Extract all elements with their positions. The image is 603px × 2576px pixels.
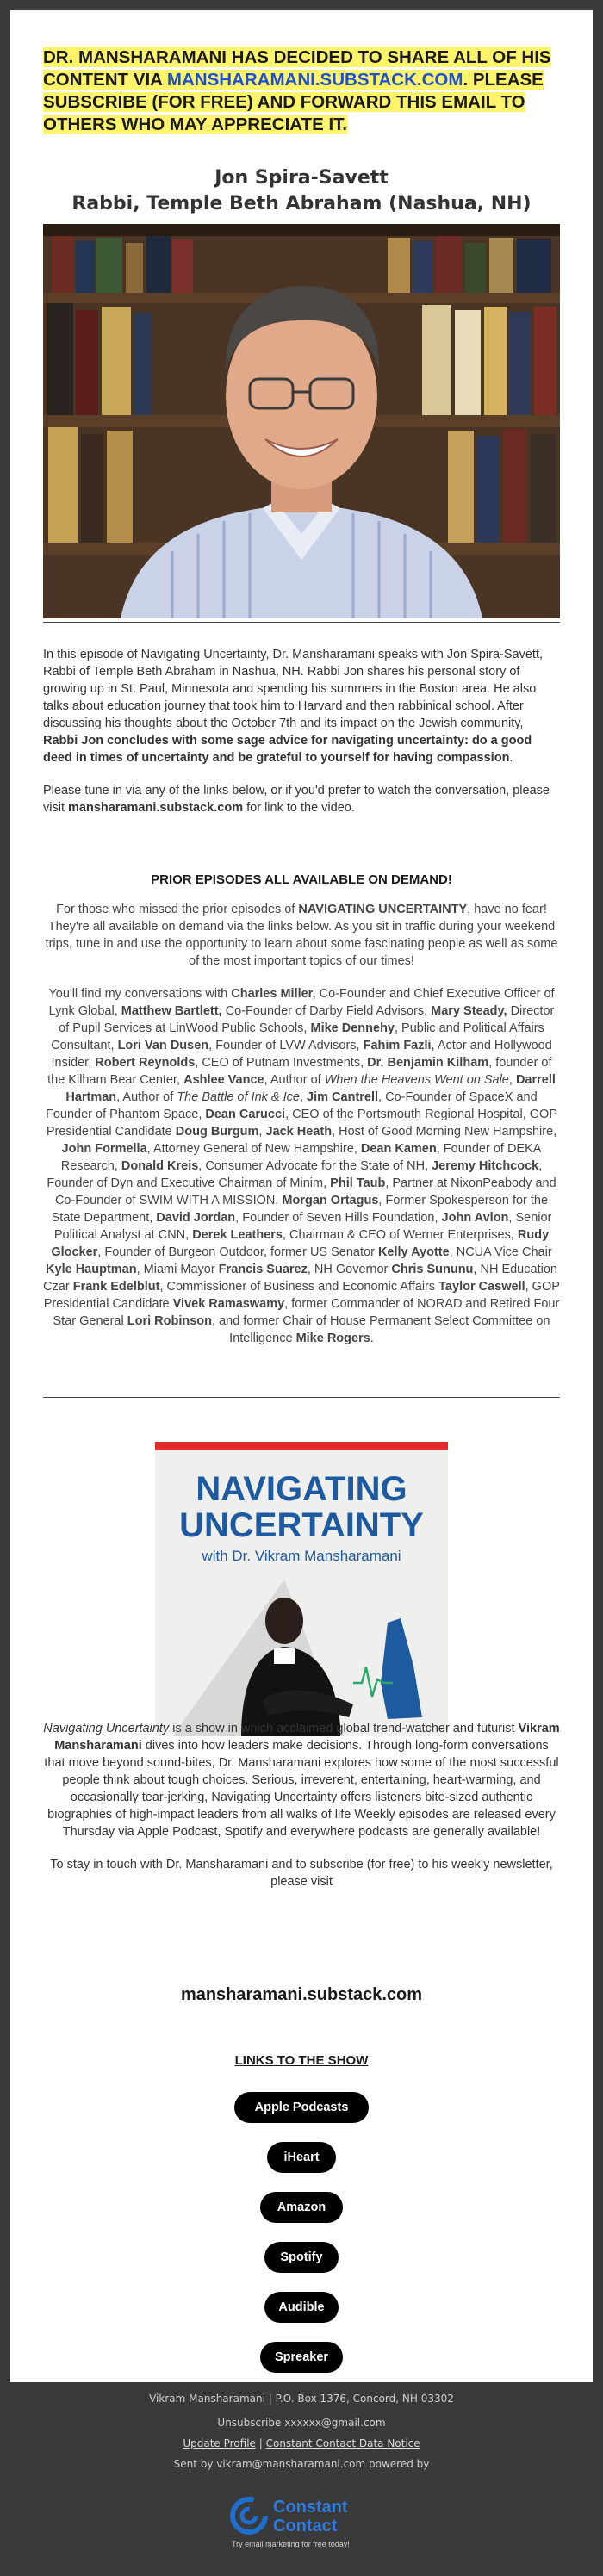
cover-title-line-1: NAVIGATING [196, 1470, 407, 1508]
guest-role-text: , CEO of the Portsmouth Regional Hospital, GOP Presidential Candidate [46, 1108, 557, 1139]
guest-name-bold: Chris Sununu [391, 1263, 474, 1276]
guest-name-bold: Mary Steady, [431, 1004, 507, 1018]
data-notice-link[interactable]: Constant Contact Data Notice [265, 2437, 420, 2449]
guest-name-bold: Lori Robinson [127, 1314, 213, 1328]
substack-inline-link[interactable]: mansharamani.substack.com [68, 801, 244, 815]
guest-name-bold: Doug Burgum [175, 1125, 259, 1139]
guest-name-bold: Mike Dennehy [310, 1021, 395, 1035]
guest-role-text: , Author of [116, 1090, 177, 1104]
subscribe-paragraph: To stay in touch with Dr. Mansharamani and to subscribe (for free) to his weekly newsletter, please visit [50, 1858, 553, 1889]
footer-address: Vikram Mansharamani | P.O. Box 1376, Concord, NH 03302 [149, 2393, 454, 2405]
guest-name-bold: Francis Suarez [218, 1263, 308, 1276]
guest-role-text: , Founder of DEKA Research, [60, 1142, 542, 1173]
banner-text-start: DR. MANSHARAMANI HAS DECIDED TO SHARE ALL OF HIS CONTENT VIA [43, 47, 551, 90]
guest-title: Rabbi, Temple Beth Abraham (Nashua, NH) [71, 193, 532, 214]
cc-tagline: Try email marketing for free today! [232, 2540, 350, 2548]
email-card [10, 10, 593, 2382]
guest-list-intro: You'll find my conversations with [48, 987, 232, 1001]
guest-role-text: , Founder of Seven Hills Foundation, [235, 1211, 442, 1225]
guest-role-text: , [258, 1125, 266, 1139]
guest-role-text: , Former Spokesperson for the State Department, [51, 1194, 549, 1225]
book-title: The Battle of Ink & Ice [177, 1090, 300, 1104]
guest-header [43, 165, 560, 217]
guest-name-bold: Phil Taub [330, 1176, 386, 1190]
cover-title-line-2: UNCERTAINTY [179, 1506, 424, 1544]
guest-role-text: , Chairman & CEO of Werner Enterprises, [282, 1228, 518, 1242]
guest-role-text: , founder of the Kilham Bear Center, [47, 1056, 552, 1087]
guest-photo [43, 224, 560, 618]
guest-name-bold: Jack Heath [265, 1125, 333, 1139]
guest-role-text: , Founder of Burgeon Outdoor, former US Senator [97, 1245, 378, 1259]
guest-name-bold: Matthew Bartlett, [121, 1004, 222, 1018]
divider-top [43, 622, 560, 623]
about-text-a: is a show in which acclaimed global trend-watcher and futurist [169, 1722, 519, 1735]
guest-role-text: , Miami Mayor [136, 1263, 219, 1276]
about-paragraph [43, 1720, 560, 1840]
tune-in-text: Please tune in via any of the links below, or if you'd prefer to watch the conversation, please visit [43, 784, 550, 815]
episode-description [43, 646, 560, 832]
intro-key-advice: Rabbi Jon concludes with some sage advice for navigating uncertainty: do a good deed in times of uncertainty and be grateful to yourself for having compassion [43, 734, 532, 765]
guest-name-bold: Donald Kreis [121, 1159, 199, 1173]
amazon-button[interactable]: Amazon [260, 2192, 343, 2223]
guest-role-text: , former Commander of NORAD and Retired Four Star General [53, 1297, 560, 1328]
guest-role-text: , [508, 1073, 516, 1087]
prior-episodes-heading: PRIOR EPISODES ALL AVAILABLE ON DEMAND! [151, 872, 452, 887]
guest-name-bold: Mike Rogers [295, 1331, 370, 1345]
podcast-cover-art [155, 1442, 448, 1736]
guest-role-text: , CEO of Putnam Investments, [195, 1056, 368, 1070]
guest-role-text: , Partner at NixonPeabody and Co-Founder of SWIM WITH A MISSION, [54, 1176, 556, 1207]
guest-name-bold: Jim Cantrell [307, 1090, 379, 1104]
guest-name-bold: Dr. Benjamin Kilham [367, 1056, 489, 1070]
guest-name: Jon Spira-Savett [214, 167, 389, 189]
footer-separator: | [255, 2437, 266, 2449]
cc-word-2: Contact [273, 2517, 338, 2536]
guest-name-bold: Fahim Fazli [363, 1039, 432, 1052]
guest-name-bold: Derek Leathers [192, 1228, 283, 1242]
guest-role-text: , Attorney General of New Hampshire, [146, 1142, 361, 1156]
guest-name-bold: Robert Reynolds [95, 1056, 196, 1070]
guest-role-text: , Commissioner of Business and Economic Affairs [159, 1280, 439, 1294]
guest-role-text: , Co-Founder of SpaceX and Founder of Phantom Space, [45, 1090, 538, 1121]
show-about [43, 1720, 560, 1906]
tune-in-text-end: for link to the video. [243, 801, 355, 815]
guest-name-bold: Lori Van Dusen [117, 1039, 209, 1052]
announcement-banner [43, 47, 560, 136]
about-text-c: dives into how leaders make decisions. Through long-form conversations that move beyond sound-bites, Dr. Mansharamani explores how some of the most successful people think about tough choices. Serious, irreverent, entertaining, heart-warming, and occasionally tear-jerking, Navigating Uncertainty offers listeners bite-sized authentic biographies of high-impact leaders from all walks of life Weekly episodes are released every Thursday via Apple Podcast, Spotify and everywhere podcasts are generally available! [44, 1739, 559, 1839]
prior-text-b: , have no fear! They're all available on demand via the links below. As you sit in traffic during your weekend trips, tune in and use the opportunity to learn about some fascinating people as well as some of the most important topics of our times! [45, 903, 558, 968]
guest-name-bold: Morgan Ortagus [282, 1194, 379, 1207]
intro-paragraph-1 [43, 646, 560, 767]
guest-role-text: , Actor and Hollywood Insider, [51, 1039, 552, 1070]
email-footer [0, 2393, 603, 2479]
guest-role-text: , [299, 1090, 308, 1104]
guest-name-bold: Rudy Glocker [51, 1228, 550, 1259]
guest-name-bold: John Avlon [441, 1211, 509, 1225]
guest-role-text: Co-Founder of Darby Field Advisors, [221, 1004, 432, 1018]
footer-links [0, 2437, 603, 2449]
audible-button[interactable]: Audible [264, 2292, 339, 2323]
guest-list [43, 985, 560, 1347]
intro-paragraph-2 [43, 782, 560, 816]
book-title: When the Heavens Went on Sale [324, 1073, 509, 1087]
show-name-italic: Navigating Uncertainty [43, 1722, 170, 1735]
guest-name-bold: Frank Edelblut [72, 1280, 160, 1294]
substack-link[interactable]: mansharamani.substack.com [180, 1985, 423, 2004]
prior-text-a: For those who missed the prior episodes of [56, 903, 299, 916]
guest-role-text: Co-Founder and Chief Executive Officer of Lynk Global, [48, 987, 555, 1018]
prior-episodes-section [43, 872, 560, 1362]
substack-banner-link[interactable]: MANSHARAMANI.SUBSTACK.COM [166, 70, 463, 90]
guest-name-bold: Taylor Caswell [438, 1280, 525, 1294]
unsubscribe-link[interactable]: Unsubscribe xxxxxx@gmail.com [217, 2417, 386, 2429]
guest-role-text: , Author of [264, 1073, 325, 1087]
guest-name-bold: John Formella [61, 1142, 147, 1156]
guest-name-bold: Dean Carucci [205, 1108, 286, 1121]
update-profile-link[interactable]: Update Profile [183, 2437, 256, 2449]
apple-podcasts-button[interactable]: Apple Podcasts [234, 2092, 369, 2123]
iheart-button[interactable]: iHeart [267, 2142, 336, 2173]
guest-name-bold: Charles Miller, [231, 987, 316, 1001]
guest-role-text: Director of Pupil Services at LinWood Public Schools, [59, 1004, 555, 1035]
cover-subtitle: with Dr. Vikram Mansharamani [202, 1548, 401, 1564]
host-name: Vikram Mansharamani [54, 1722, 560, 1753]
sent-by-text: Sent by vikram@mansharamani.com powered by [173, 2458, 430, 2470]
prior-episodes-intro [43, 901, 560, 970]
links-heading: LINKS TO THE SHOW [234, 2053, 369, 2068]
guest-name-bold: Kelly Ayotte [377, 1245, 450, 1259]
banner-highlight [43, 47, 551, 134]
show-name-bold: NAVIGATING UNCERTAINTY [298, 903, 468, 916]
guest-role-text: , Founder of Dyn and Executive Chairman of Minim, [47, 1159, 543, 1190]
guest-name-bold: Kyle Hauptman [46, 1263, 137, 1276]
guest-role-text: , Senior Political Analyst at CNN, [53, 1211, 552, 1242]
guest-role-text: . [370, 1331, 374, 1345]
cc-word-1: Constant [273, 2498, 348, 2517]
guest-role-text: , NH Education Czar [43, 1263, 557, 1294]
spotify-button[interactable]: Spotify [264, 2242, 339, 2273]
intro-text: In this episode of Navigating Uncertainty, Dr. Mansharamani speaks with Jon Spira-Savett, Rabbi of Temple Beth Abraham in Nashua, NH. Rabbi Jon shares his personal story of growing up in St. Paul, Minnesota and spending his summers in the Boston area. He also talks about education journey that took him to Harvard and then rabbinical school. After discussing his thoughts about the October 7th and its impact on the Jewish community, [43, 648, 544, 730]
spreaker-button[interactable]: Spreaker [260, 2342, 343, 2373]
guest-role-text: , GOP Presidential Candidate [43, 1280, 560, 1311]
guest-role-text: , and former Chair of House Permanent Select Committee on Intelligence [212, 1314, 550, 1345]
banner-text-end: . PLEASE SUBSCRIBE (FOR FREE) AND FORWARD THIS EMAIL TO OTHERS WHO MAY APPRECIATE IT. [43, 70, 544, 134]
guest-role-text: , NCUA Vice Chair [449, 1245, 552, 1259]
guest-role-text: , Public and Political Affairs Consultant, [51, 1021, 544, 1052]
guest-name-bold: Vivek Ramaswamy [172, 1297, 285, 1311]
divider-middle [43, 1397, 560, 1398]
guest-role-text: , Founder of LVW Advisors, [208, 1039, 364, 1052]
guest-name-bold: David Jordan [156, 1211, 236, 1225]
guest-name-bold: Dean Kamen [360, 1142, 437, 1156]
guest-role-text: , Host of Good Morning New Hampshire, [332, 1125, 557, 1139]
guest-role-text: , Consumer Advocate for the State of NH, [198, 1159, 432, 1173]
guest-role-text: , NH Governor [307, 1263, 392, 1276]
constant-contact-logo[interactable] [228, 2493, 379, 2554]
guest-name-bold: Jeremy Hitchcock [432, 1159, 539, 1173]
guest-name-bold: Ashlee Vance [183, 1073, 264, 1087]
intro-text-end: . [509, 751, 513, 765]
guest-name-bold: Darrell Hartman [65, 1073, 556, 1104]
